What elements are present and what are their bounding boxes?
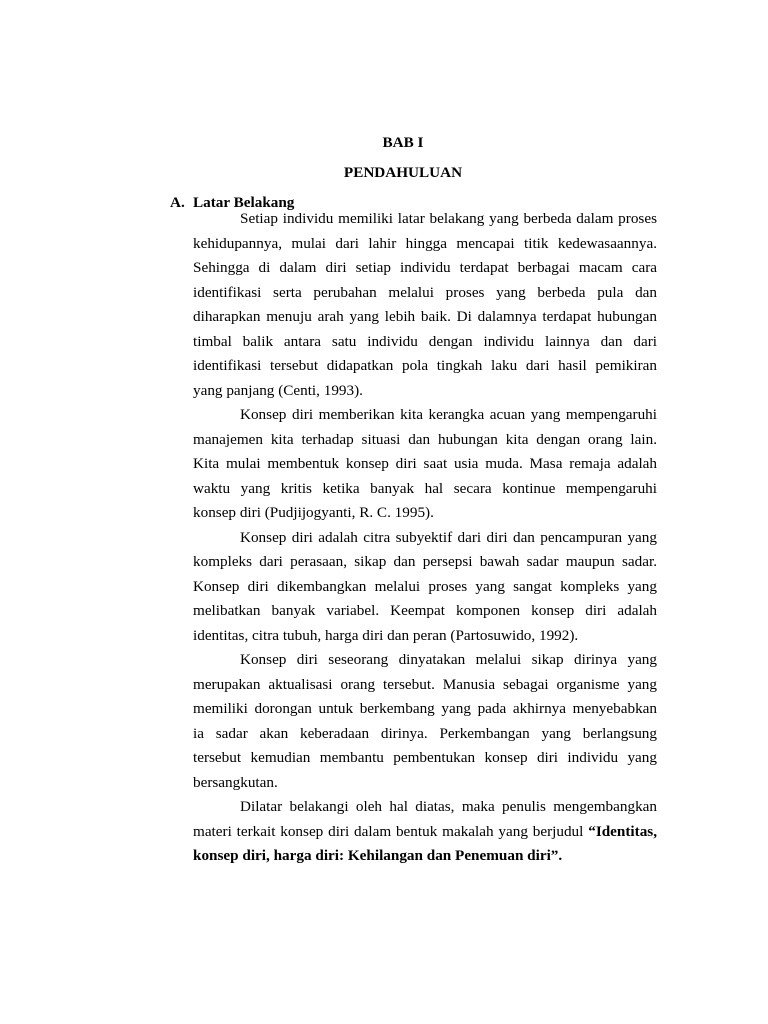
paragraph-line: Konsep diri dikembangkan melalui proses yang sangat kompleks yang xyxy=(193,577,657,595)
paragraph-line: kompleks dari perasaan, sikap dan persepsi bawah sadar maupun sadar. xyxy=(193,553,657,570)
paragraph-line: kehidupannya, mulai dari lahir hingga mencapai titik kedewasaannya. xyxy=(193,234,657,252)
paragraph-line: identifikasi tersebut didapatkan pola tingkah laku dari hasil pemikiran xyxy=(193,357,657,374)
paragraph xyxy=(193,795,657,869)
paragraph xyxy=(193,207,657,403)
paragraph-line: timbal balik antara satu individu dengan individu lainnya dan dari xyxy=(193,332,657,350)
paragraph-line: Konsep diri seseorang dinyatakan melalui sikap dirinya yang xyxy=(240,651,657,668)
paragraph xyxy=(193,648,657,795)
paragraph-line: Sehingga di dalam diri setiap individu terdapat berbagai macam cara xyxy=(193,259,657,276)
paragraph-line: bersangkutan. xyxy=(193,773,278,791)
paragraph-line: tersebut kemudian membantu pembentukan konsep diri individu yang xyxy=(193,749,657,766)
paragraph-line xyxy=(193,820,657,845)
paragraph-line: Dilatar belakangi oleh hal diatas, maka penulis mengembangkan xyxy=(240,798,657,815)
paragraph-line: konsep diri (Pudjijogyanti, R. C. 1995). xyxy=(193,504,434,521)
paragraph-line: Konsep diri adalah citra subyektif dari diri dan pencampuran yang xyxy=(240,528,657,546)
paragraph-line: ia sadar akan keberadaan dirinya. Perkembangan yang berlangsung xyxy=(193,724,657,742)
paragraph xyxy=(193,526,657,649)
bold-text-run: “Identitas, xyxy=(588,822,658,840)
paragraph-line: yang panjang (Centi, 1993). xyxy=(193,381,363,399)
paragraph xyxy=(193,403,657,526)
paragraph-line: diharapkan menuju arah yang lebih baik. Di dalamnya terdapat hubungan xyxy=(193,308,657,325)
paragraph-line: memiliki dorongan untuk berkembang yang pada akhirnya menyebabkan xyxy=(193,700,657,717)
chapter-title: PENDAHULUAN xyxy=(343,164,463,181)
bold-text-run: konsep diri, harga diri: Kehilangan dan Penemuan diri”. xyxy=(193,847,563,864)
paragraph-line: identitas, citra tubuh, harga diri dan peran (Partosuwido, 1992). xyxy=(193,626,579,644)
paragraph-line: Konsep diri memberikan kita kerangka acuan yang mempengaruhi xyxy=(240,406,657,423)
paragraph-line: Kita mulai membentuk konsep diri saat usia muda. Masa remaja adalah xyxy=(193,455,657,472)
paragraph-line: manajemen kita terhadap situasi dan hubungan kita dengan orang lain. xyxy=(193,430,657,448)
paragraph-line: identifikasi serta perubahan melalui proses yang berbeda pula dan xyxy=(193,283,657,301)
section-marker: A. xyxy=(170,194,185,211)
text-run: materi terkait konsep diri dalam bentuk makalah yang berjudul xyxy=(193,822,584,840)
paragraph-line: melibatkan banyak variabel. Keempat komponen konsep diri adalah xyxy=(193,602,657,619)
paragraph-line: Setiap individu memiliki latar belakang yang berbeda dalam proses xyxy=(240,210,657,227)
chapter-label: BAB I xyxy=(382,134,424,151)
paragraph-line: merupakan aktualisasi orang tersebut. Manusia sebagai organisme yang xyxy=(193,675,657,693)
section-body xyxy=(193,207,657,869)
paragraph-line xyxy=(193,844,657,869)
section-title: Latar Belakang xyxy=(193,194,295,211)
paragraph-line: waktu yang kritis ketika banyak hal secara kontinue mempengaruhi xyxy=(193,479,657,497)
